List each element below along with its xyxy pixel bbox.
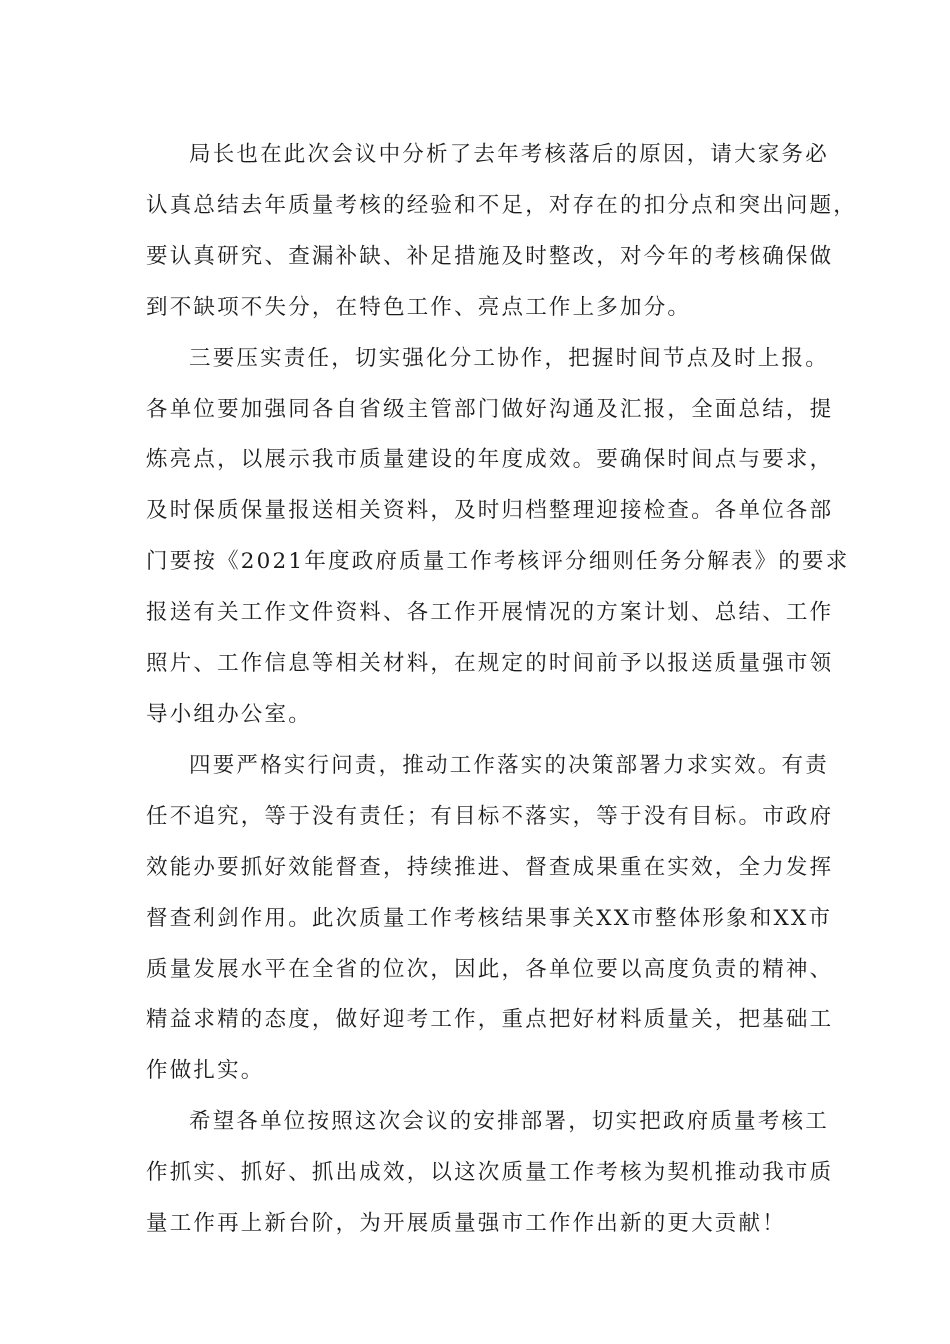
paragraph-responsibility: [146, 334, 850, 741]
text-line: 四要严格实行问责，推动工作落实的决策部署力求实效。有责: [189, 752, 829, 778]
text-line: 效能办要抓好效能督查，持续推进、督查成果重在实效，全力发挥: [146, 854, 834, 880]
text-line: 督查利剑作用。此次质量工作考核结果事关XX市整体形象和XX市: [146, 905, 833, 931]
text-line: 门要按《2021年度政府质量工作考核评分细则任务分解表》的要求: [146, 549, 850, 575]
text-line: 质量发展水平在全省的位次，因此，各单位要以高度负责的精神、: [146, 956, 834, 982]
text-line: 导小组办公室。: [146, 701, 312, 727]
text-line: 作抓实、抓好、抓出成效，以这次质量工作考核为契机推动我市质: [146, 1160, 834, 1186]
paragraph-accountability: [146, 741, 834, 1097]
document-body: [146, 130, 858, 1250]
text-line: 三要压实责任，切实强化分工协作，把握时间节点及时上报。: [189, 345, 829, 371]
text-line: 精益求精的态度，做好迎考工作，重点把好材料质量关，把基础工: [146, 1007, 834, 1033]
text-line: 要认真研究、查漏补缺、补足措施及时整改，对今年的考核确保做: [146, 243, 834, 269]
paragraph-assessment-review: [146, 130, 858, 334]
text-line: 炼亮点，以展示我市质量建设的年度成效。要确保时间点与要求，: [146, 447, 834, 473]
text-line: 照片、工作信息等相关材料，在规定的时间前予以报送质量强市领: [146, 651, 834, 677]
text-line: 量工作再上新台阶，为开展质量强市工作作出新的更大贡献！: [146, 1211, 786, 1237]
text-line: 及时保质保量报送相关资料，及时归档整理迎接检查。各单位各部: [146, 498, 834, 524]
paragraph-closing: [146, 1097, 834, 1250]
text-line: 作做扎实。: [146, 1058, 265, 1084]
text-line: 报送有关工作文件资料、各工作开展情况的方案计划、总结、工作: [146, 600, 834, 626]
text-line: 希望各单位按照这次会议的安排部署，切实把政府质量考核工: [189, 1109, 829, 1135]
text-line: 任不追究，等于没有责任；有目标不落实，等于没有目标。市政府: [146, 803, 834, 829]
text-line: 到不缺项不失分，在特色工作、亮点工作上多加分。: [146, 294, 692, 320]
text-line: 认真总结去年质量考核的经验和不足，对存在的扣分点和突出问题，: [146, 192, 858, 218]
text-line: 各单位要加强同各自省级主管部门做好沟通及汇报，全面总结，提: [146, 396, 834, 422]
text-line: 局长也在此次会议中分析了去年考核落后的原因，请大家务必: [189, 142, 829, 167]
